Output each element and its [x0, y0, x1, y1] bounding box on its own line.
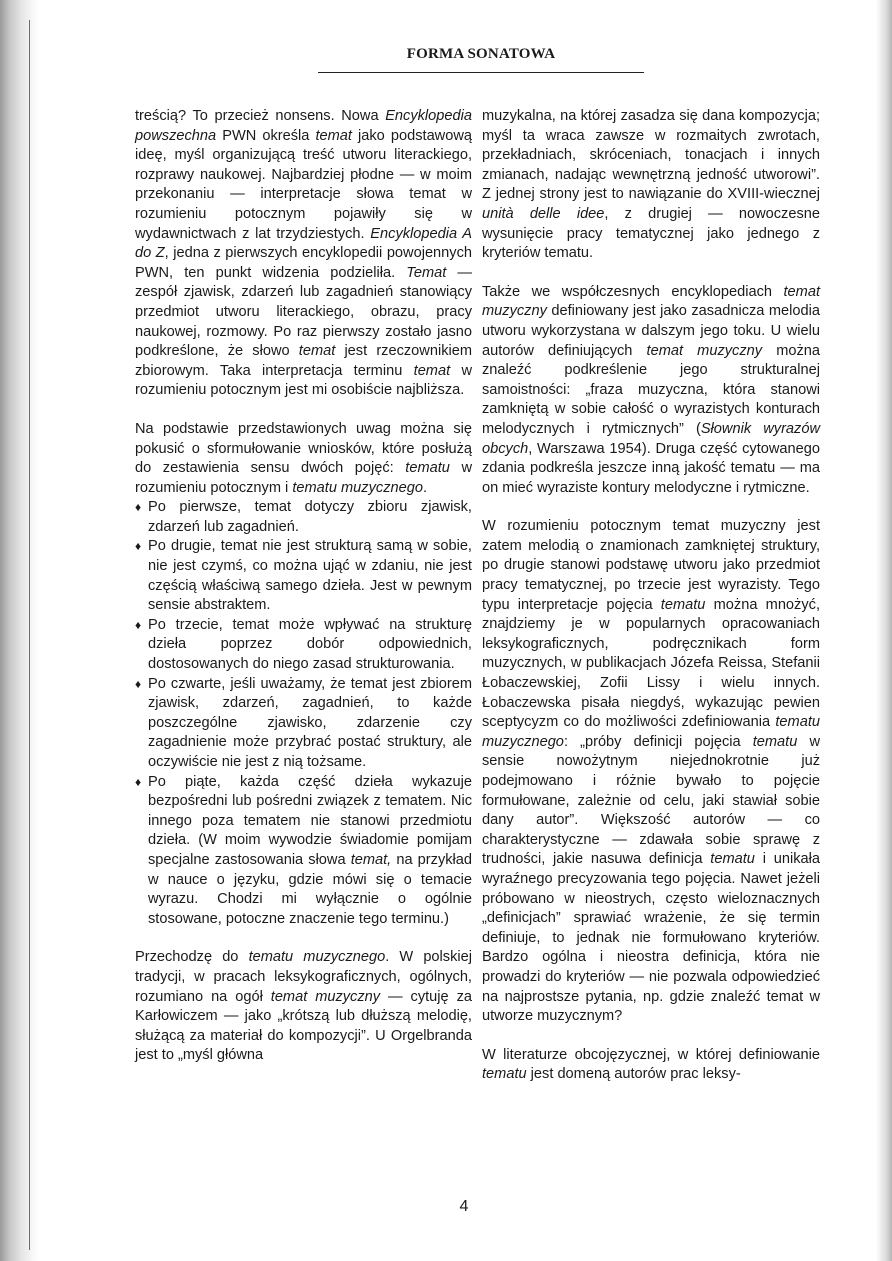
list-item-text: Po czwarte, jeśli uważamy, że temat jest zbiorem zjawisk, zdarzeń, zagadnień, to każde poszczególne zjawisko, zdarzenie czy zagadnienie może przybrać postać struktury, ale oczywiście nie jest z nią tożsame. — [148, 675, 472, 770]
running-head: FORMA SONATOWA — [406, 46, 556, 62]
italic-term: temat muzyczny — [646, 342, 763, 359]
list-item — [135, 537, 472, 615]
paragraph: Przechodzę do tematu muzycznego. W polskiej tradycji, w pracach leksykograficznych, ogólnych, rozumiano na ogół temat muzyczny — cytuję za Karłowiczem — jako „krótszą lub dłuższą melodię, służącą za materiał do kompozycji”. U Orgelbranda jest to „myśl główna — [135, 949, 472, 1064]
list-item-text: Po drugie, temat nie jest strukturą samą w sobie, nie jest czymś, co można ująć w zdaniu, nie jest częścią właściwą samego dzieła. Jest w pewnym sensie abstraktem. — [148, 538, 472, 614]
header-rule — [318, 72, 644, 73]
list-item-text: Po piąte, każda część dzieła wykazuje bezpośredni lub pośredni związek z tematem. Nic innego poza tematem nie stanowi przedmiotu dzieła. (W moim wywodzie świadomie pomijam specjalne zastosowania słowa temat, na przykład w nauce o języku, gdzie mówi się o temacie wyrazu. Chodzi mi wyłącznie o ogólnie stosowane, potoczne znaczenie tego terminu.) — [148, 773, 473, 927]
italic-term: tematu — [710, 851, 755, 868]
italic-term: temat — [413, 362, 451, 379]
paragraph: muzykalna, na której zasadza się dana kompozycja; myśl ta wraca zawsze w rozmaitych zwrotach, przekładniach, skróceniach, tonacjach i innych zmianach, nadając wewnętrzną jedność utworowi”. Z jednej strony jest to nawiązanie do XVIII-wiecznej unità delle idee, z drugiej — nowoczesne wysunięcie pracy tematycznej jako jednego z kryteriów tematu. — [482, 108, 820, 262]
page-number: 4 — [459, 1198, 469, 1215]
list-item — [135, 675, 472, 773]
italic-term: tematu — [752, 733, 798, 750]
italic-term: Encyklopedia A do Z — [135, 225, 472, 262]
bullet-diamond-icon: ♦ — [135, 539, 142, 554]
italic-term: tematu muzycznego — [292, 479, 423, 496]
italic-term: temat — [315, 127, 352, 144]
binding-edge-line — [29, 20, 30, 1250]
italic-term: tematu — [660, 596, 706, 613]
paragraph: W literaturze obcojęzycznej, w której definiowanie tematu jest domeną autorów prac leksy- — [482, 1046, 820, 1083]
left-column — [135, 107, 472, 1085]
italic-term: temat muzyczny — [270, 988, 381, 1005]
list-item — [135, 773, 472, 930]
italic-term: tematu muzycznego — [248, 949, 386, 966]
italic-term: tematu — [405, 460, 450, 477]
italic-term: temat — [298, 343, 336, 360]
right-column — [482, 107, 820, 1104]
italic-term: unità delle idee — [482, 205, 605, 222]
paragraph: treścią? To przecież nonsens. Nowa Encyklopedia powszechna PWN określa temat jako podstawową ideę, myśl organizującą treść utworu literackiego, rozprawy naukowej. Najbardziej płodne — w moim przekonaniu — interpretacje słowa temat w rozumieniu potocznym pojawiły się w wydawnictwach z lat trzydziestych. Encyklopedia A do Z, jedna z pierwszych encyklopedii powojennych PWN, ten punkt widzenia podzieliła. Temat — zespół zjawisk, zdarzeń lub zagadnień stanowiący przedmiot utworu literackiego, obrazu, pracy naukowej, rozmowy. Po raz pierwszy zostało jasno podkreślone, że słowo temat jest rzeczownikiem zbiorowym. Taka interpretacja terminu temat w rozumieniu potocznym jest mi osobiście najbliższa. — [135, 108, 473, 399]
conclusions-list — [135, 498, 472, 929]
paragraph: Na podstawie przedstawionych uwag można się pokusić o sformułowanie wniosków, które posłużą do zestawienia sensu dwóch pojęć: tematu w rozumieniu potocznym i tematu muzycznego. — [135, 420, 472, 496]
bullet-diamond-icon: ♦ — [135, 774, 142, 789]
bullet-diamond-icon: ♦ — [135, 500, 142, 515]
italic-term: Temat — [406, 264, 447, 281]
italic-term: Encyklopedia powszechna — [135, 108, 472, 144]
italic-term: temat, — [350, 851, 392, 868]
list-item — [135, 498, 472, 537]
binding-shadow — [0, 0, 40, 1261]
list-item — [135, 616, 472, 675]
list-item-text: Po pierwsze, temat dotyczy zbioru zjawisk, zdarzeń lub zagadnień. — [148, 499, 472, 535]
list-item-text: Po trzecie, temat może wpływać na strukturę dzieła poprzez dobór odpowiednich, dostosowanych do niego zasad strukturowania. — [148, 616, 472, 673]
italic-term: Słownik wyrazów obcych — [482, 420, 821, 457]
bullet-diamond-icon: ♦ — [135, 617, 142, 632]
bullet-diamond-icon: ♦ — [135, 676, 142, 691]
page-edge-shadow — [876, 0, 892, 1261]
paragraph: W rozumieniu potocznym temat muzyczny jest zatem melodią o znamionach zamkniętej struktury, po drugie stanowi podstawę utworu jako przedmiot pracy tematycznej, po trzecie jest wyrazisty. Tego typu interpretacje pojęcia tematu można mnożyć, znajdziemy je w popularnych opracowaniach leksykograficznych, podręcznikach form muzycznych, w publikacjach Józefa Reissa, Stefanii Łobaczewskiej, Zofii Lissy i wielu innych. Łobaczewska pisała niegdyś, wykazując pewien sceptycyzm co do możliwości zdefiniowania tematu muzycznego: „próby definicji pojęcia tematu w sensie nowożytnym niejednokrotnie już podejmowano i różnie bywało to pojęcie formułowane, zależnie od celu, jaki stawiał sobie dany autor”. Większość autorów — co charakterystyczne — zdawała sobie sprawę z trudności, jakie nasuwa definicja tematu i unikała wyraźnego precyzowania tego pojęcia. Nawet jeżeli próbowano w nieostrych, często wieloznacznych „definicjach” sprawiać wrażenie, że się termin definiuje, to jednak nie formułowano kryteriów. Bardzo ogólna i nieostra definicja, która nie prowadzi do kryteriów — nie pozwala odpowiedzieć na najprostsze pytania, np. gdzie znaleźć temat w utworze muzycznym? — [482, 518, 820, 1025]
paragraph: Także we współczesnych encyklopediach temat muzyczny definiowany jest jako zasadnicza melodia utworu wykorzystana w dalszym jego toku. U wielu autorów definiujących temat muzyczny można znaleźć podkreślenie jego strukturalnej samoistności: „fraza muzyczna, która stanowi zamkniętą w sobie całość o wyrazistych konturach melodycznych i rytmicznych” (Słownik wyrazów obcych, Warszawa 1954). Druga część cytowanego zdania podkreśla jeszcze inną jakość tematu — ma on mieć wyraziste kontury melodyczne i rytmiczne. — [482, 283, 821, 496]
italic-term: tematu — [482, 1066, 527, 1083]
italic-term: temat muzyczny — [482, 283, 820, 320]
italic-term: tematu muzycznego — [482, 714, 820, 750]
